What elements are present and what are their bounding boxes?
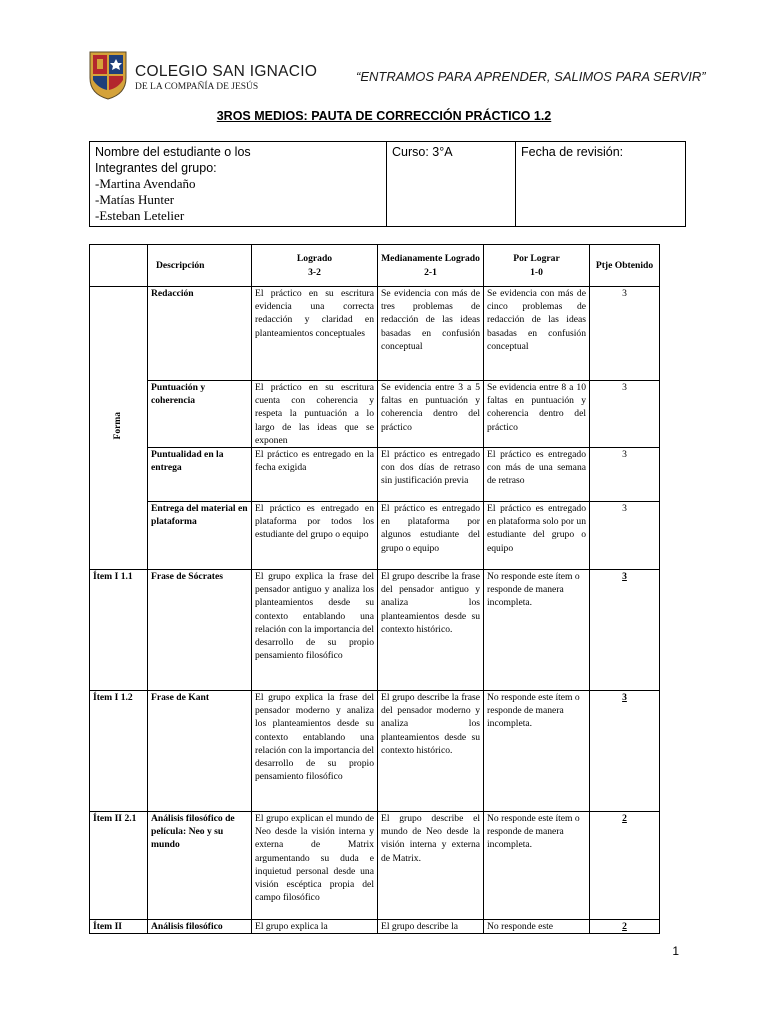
achieved-cell: El grupo explica la frase del pensador moderno y analiza los planteamientos desde su contexto entablando una relación con la importancia del desarrollo de su propio pensamiento filosófico <box>252 691 378 812</box>
medium-cell: El práctico es entregado con dos días de retraso sin justificación previa <box>378 448 484 502</box>
achieved-header <box>252 245 378 287</box>
school-header <box>88 50 706 106</box>
table-row <box>90 448 660 502</box>
review-date-label: Fecha de revisión: <box>521 145 624 159</box>
document-title: 3ROS MEDIOS: PAUTA DE CORRECCIÓN PRÁCTICO 1.2 <box>216 109 552 123</box>
to-achieve-cell: No responde este ítem o responde de manera incompleta. <box>484 812 590 920</box>
table-row <box>90 691 660 812</box>
student-name: -Matías Hunter <box>95 192 175 207</box>
to-achieve-cell: No responde este <box>484 920 590 934</box>
achieved-cell: El grupo explica la <box>252 920 378 934</box>
empty-header-cell <box>90 245 148 287</box>
achieved-cell: El práctico es entregado en la fecha exigida <box>252 448 378 502</box>
criterion-cell: Puntuación y coherencia <box>148 381 252 448</box>
medium-header-points: 2-1 <box>424 266 437 278</box>
score-cell: 3 <box>590 502 660 570</box>
table-row <box>90 920 660 934</box>
achieved-cell: El grupo explica la frase del pensador antiguo y analiza los planteamientos desde su contexto entablando una relación con la importancia del desarrollo de su propio pensamiento filosófico <box>252 570 378 691</box>
section-cell: Ítem II <box>90 920 148 934</box>
page-number: 1 <box>672 944 679 958</box>
criterion-cell: Análisis filosófico de película: Neo y su mundo <box>148 812 252 920</box>
medium-cell: El grupo describe la frase del pensador moderno y analiza los planteamientos desde su contexto histórico. <box>378 691 484 812</box>
to-achieve-cell: Se evidencia con más de cinco problemas de redacción de las ideas basadas en confusión conceptual <box>484 287 590 381</box>
medium-cell: Se evidencia con más de tres problemas de redacción de las ideas basadas en confusión conceptual <box>378 287 484 381</box>
medium-header <box>378 245 484 287</box>
table-row <box>90 570 660 691</box>
medium-cell: El grupo describe la <box>378 920 484 934</box>
score-cell: 2 <box>590 920 660 934</box>
score-cell: 3 <box>590 691 660 812</box>
review-date-cell <box>516 142 686 227</box>
rubric-table <box>89 244 660 934</box>
course-cell <box>387 142 516 227</box>
achieved-cell: El práctico en su escritura evidencia una correcta redacción y claridad en planteamientos conceptuales <box>252 287 378 381</box>
criterion-cell: Redacción <box>148 287 252 381</box>
score-header: Ptje Obtenido <box>590 245 660 287</box>
rubric-header-row <box>90 245 660 287</box>
student-names-cell <box>90 142 387 227</box>
achieved-header-points: 3-2 <box>308 266 321 278</box>
achieved-cell: El práctico es entregado en plataforma por todos los estudiante del grupo o equipo <box>252 502 378 570</box>
criterion-cell: Análisis filosófico <box>148 920 252 934</box>
criterion-cell: Frase de Kant <box>148 691 252 812</box>
to-achieve-cell: No responde este ítem o responde de manera incompleta. <box>484 570 590 691</box>
student-info-table <box>89 141 686 227</box>
school-motto: “ENTRAMOS PARA APRENDER, SALIMOS PARA SERVIR” <box>356 69 706 84</box>
achieved-header-label: Logrado <box>296 253 333 265</box>
school-name: COLEGIO SAN IGNACIO <box>135 63 318 80</box>
table-row <box>90 812 660 920</box>
medium-header-label: Medianamente Logrado <box>381 253 480 265</box>
to-achieve-cell: El práctico es entregado en plataforma solo por un estudiante del grupo o equipo <box>484 502 590 570</box>
to-achieve-cell: El práctico es entregado con más de una semana de retraso <box>484 448 590 502</box>
achieved-cell: El práctico en su escritura cuenta con coherencia y respeta la puntuación a lo largo de las ideas que se exponen <box>252 381 378 448</box>
medium-cell: El práctico es entregado en plataforma por algunos estudiante del grupo o equipo <box>378 502 484 570</box>
table-row <box>90 502 660 570</box>
section-cell: Ítem I 1.2 <box>90 691 148 812</box>
school-crest-icon <box>88 50 128 100</box>
student-label-line-2: Integrantes del grupo: <box>95 161 217 175</box>
table-row <box>90 287 660 381</box>
forma-cell <box>90 287 148 570</box>
course-label: Curso: 3°A <box>392 145 453 159</box>
score-cell: 3 <box>590 448 660 502</box>
score-cell: 3 <box>590 287 660 381</box>
criterion-cell: Entrega del material en plataforma <box>148 502 252 570</box>
section-cell: Ítem I 1.1 <box>90 570 148 691</box>
score-cell: 2 <box>590 812 660 920</box>
to-achieve-cell: No responde este ítem o responde de manera incompleta. <box>484 691 590 812</box>
criterion-cell: Frase de Sócrates <box>148 570 252 691</box>
medium-cell: Se evidencia entre 3 a 5 faltas en puntuación y coherencia dentro del práctico <box>378 381 484 448</box>
criterion-cell: Puntualidad en la entrega <box>148 448 252 502</box>
score-cell: 3 <box>590 381 660 448</box>
to-achieve-cell: Se evidencia entre 8 a 10 faltas en puntuación y coherencia dentro del práctico <box>484 381 590 448</box>
medium-cell: El grupo describe la frase del pensador antiguo y analiza los planteamientos desde su contexto histórico. <box>378 570 484 691</box>
to-achieve-header <box>484 245 590 287</box>
to-achieve-header-points: 1-0 <box>530 266 543 278</box>
score-cell: 3 <box>590 570 660 691</box>
to-achieve-header-label: Por Lograr <box>513 253 560 265</box>
student-name: -Martina Avendaño <box>95 176 196 191</box>
section-cell: Ítem II 2.1 <box>90 812 148 920</box>
forma-label: Forma <box>112 412 123 440</box>
description-header: Descripción <box>148 245 252 287</box>
student-name: -Esteban Letelier <box>95 208 185 223</box>
medium-cell: El grupo describe el mundo de Neo desde la visión interna y externa de Matrix. <box>378 812 484 920</box>
student-label-line-1: Nombre del estudiante o los <box>95 145 251 159</box>
table-row <box>90 381 660 448</box>
achieved-cell: El grupo explican el mundo de Neo desde la visión interna y externa de Matrix argumentando su duda e inquietud personal desde una visión escéptica propia del campo filosófico <box>252 812 378 920</box>
school-subtitle: DE LA COMPAÑÍA DE JESÚS <box>135 82 259 92</box>
